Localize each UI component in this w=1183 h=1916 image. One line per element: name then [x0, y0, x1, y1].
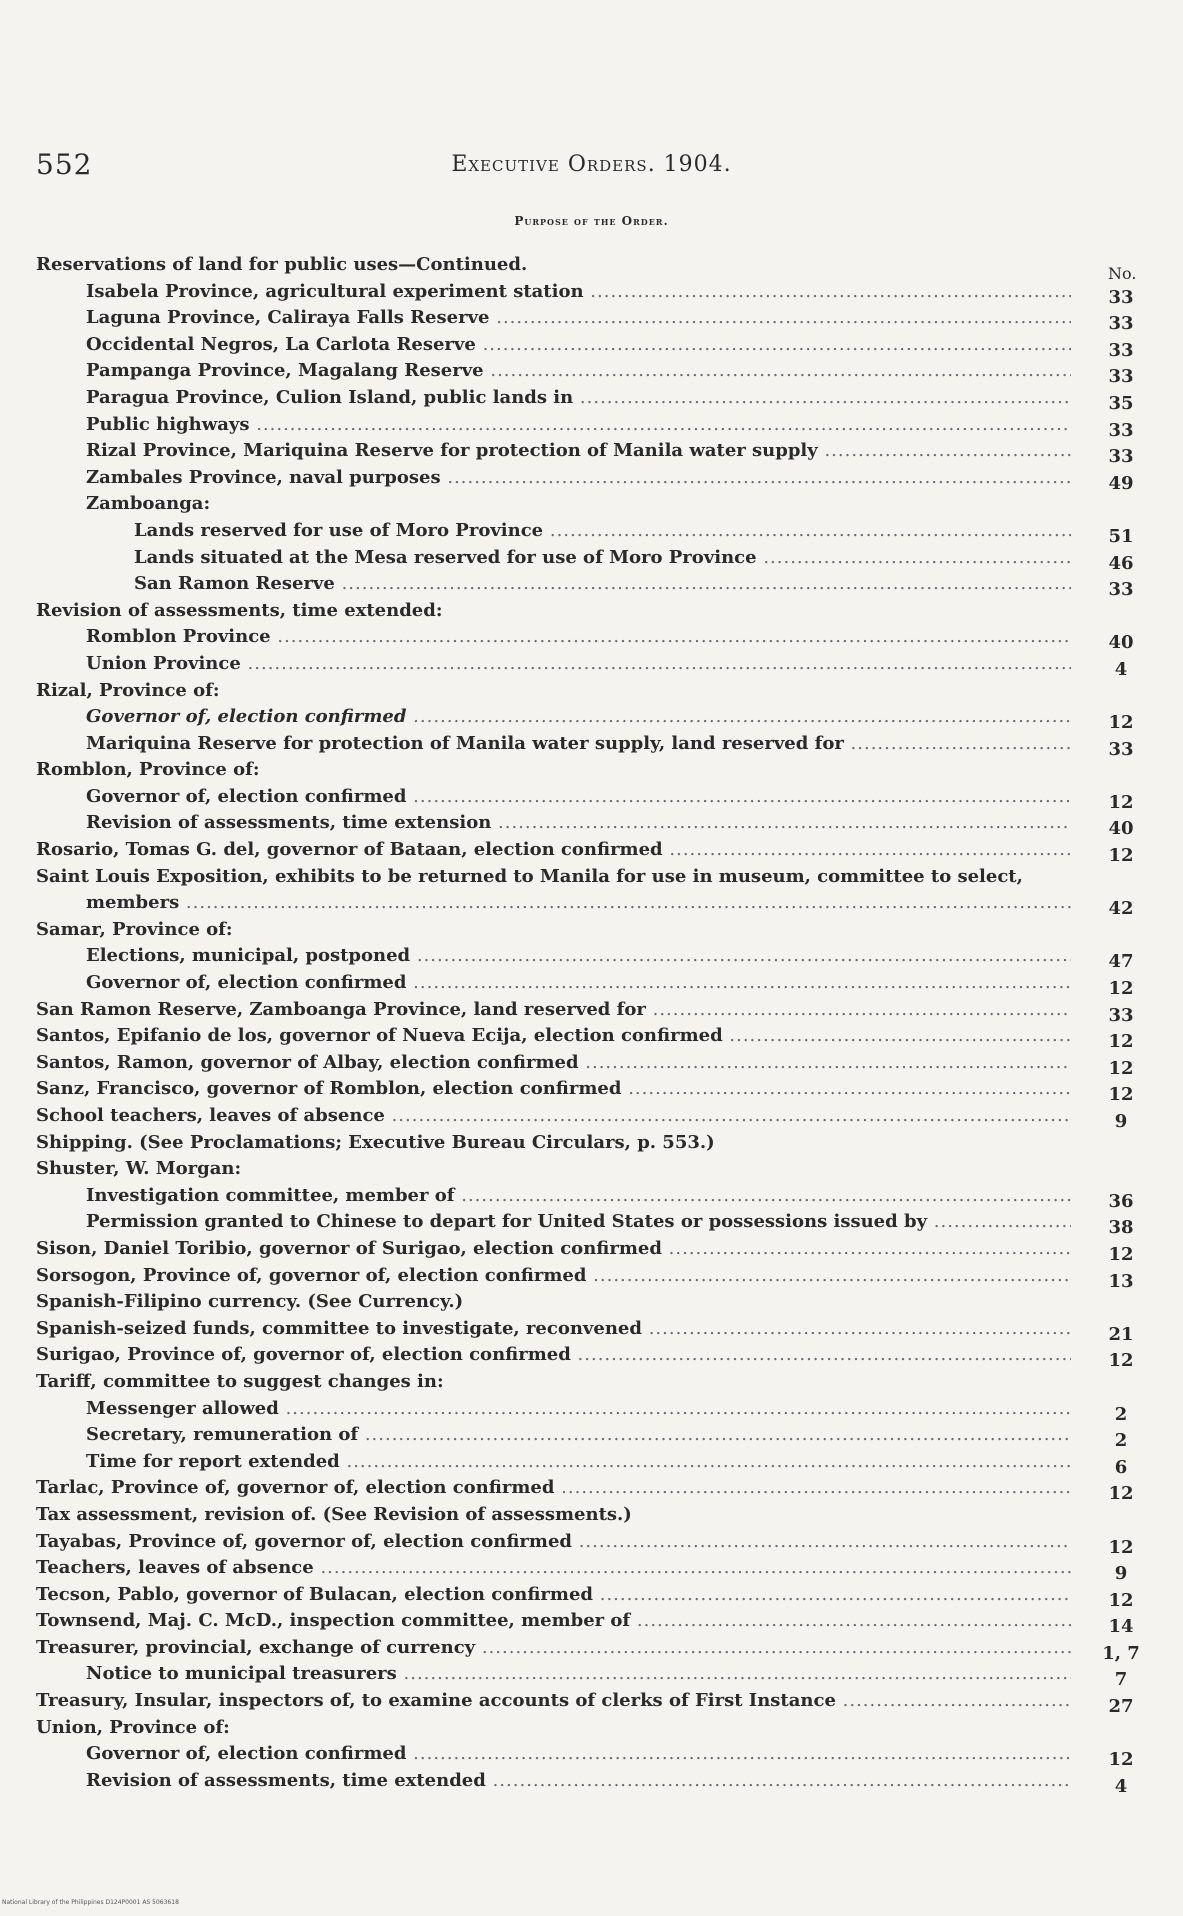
entry-text: Zamboanga:	[86, 493, 211, 515]
index-entry	[36, 1475, 1151, 1505]
entry-order-number: 12	[1108, 712, 1134, 734]
index-entry	[36, 1396, 1151, 1423]
entry-text: Reservations of land for public uses—Continued.	[36, 254, 528, 275]
index-entry	[36, 1529, 1151, 1556]
index-entry	[36, 1130, 1151, 1157]
entry-text: Rosario, Tomas G. del, governor of Bataan, election confirmed .....	[36, 837, 1071, 864]
index-entry	[36, 518, 1151, 545]
entry-text: Surigao, Province of, governor of, election confirmed .....	[36, 1342, 1071, 1369]
entry-text: Treasury, Insular, inspectors of, to examine accounts of clerks of First Instance .....	[36, 1688, 1071, 1715]
index-entry	[36, 1316, 1151, 1343]
entry-text: Permission granted to Chinese to depart for United States or possessions issued by .....	[86, 1209, 1071, 1236]
entry-text: Treasurer, provincial, exchange of currency .....	[36, 1635, 1071, 1662]
index-entry	[36, 305, 1151, 335]
entry-text: Governor of, election confirmed .....	[86, 970, 1071, 997]
entry-text: Santos, Ramon, governor of Albay, election confirmed .....	[36, 1050, 1071, 1077]
running-head: Executive Orders. 1904.	[451, 152, 732, 177]
index-entry	[36, 1183, 1151, 1210]
index-entry	[36, 1103, 1151, 1130]
entry-order-number: 2	[1114, 1403, 1128, 1425]
entry-text: Tariff, committee to suggest changes in:	[36, 1370, 444, 1392]
entry-text: Zambales Province, naval purposes .....	[86, 465, 1071, 492]
entry-order-number: 36	[1108, 1190, 1134, 1212]
index-entry	[36, 491, 1151, 518]
entry-text: Tarlac, Province of, governor of, election confirmed .....	[36, 1475, 1071, 1502]
entry-order-number: 12	[1108, 791, 1134, 813]
entry-order-number: 9	[1114, 1563, 1128, 1585]
index-entry	[36, 1661, 1151, 1691]
index-entry	[36, 997, 1151, 1024]
entry-order-number: 35	[1108, 392, 1134, 414]
index-entry	[36, 917, 1151, 944]
index-entry	[36, 1449, 1151, 1476]
index-entry	[36, 1741, 1151, 1771]
entry-text: Messenger allowed .....	[86, 1396, 1071, 1423]
entry-text: Lands situated at the Mesa reserved for use of Moro Province .....	[134, 545, 1071, 572]
entry-order-number: 9	[1114, 1111, 1128, 1132]
entry-text: Spanish-seized funds, committee to investigate, reconvened .....	[36, 1316, 1071, 1343]
entry-order-number: 1, 7	[1102, 1642, 1140, 1664]
entry-text: Union Province .....	[86, 651, 1071, 678]
entry-order-number: 12	[1108, 1483, 1134, 1505]
index-entry	[36, 1156, 1151, 1183]
index-entry	[36, 624, 1151, 654]
index-entry	[36, 1236, 1151, 1263]
index-entry	[36, 757, 1151, 784]
entry-text: Samar, Province of:	[36, 918, 233, 940]
entry-order-number: 12	[1108, 1350, 1134, 1372]
entry-text: Revision of assessments, time extended .....	[86, 1768, 1071, 1795]
entry-order-number: 12	[1108, 1057, 1134, 1079]
entry-text: members .....	[86, 890, 1071, 917]
index-entry	[36, 651, 1151, 678]
entry-text: Sison, Daniel Toribio, governor of Surigao, election confirmed .....	[36, 1236, 1071, 1263]
index-entry	[36, 704, 1151, 734]
entry-order-number: 42	[1108, 898, 1134, 920]
index-entry	[36, 731, 1151, 758]
purpose-heading: Purpose of the Order.	[514, 214, 669, 228]
index-entry	[36, 1768, 1151, 1795]
index-entry	[36, 279, 1151, 306]
entry-text: Governor of, election confirmed .....	[86, 784, 1071, 811]
entry-order-number: 33	[1108, 286, 1134, 308]
entry-text: Occidental Negros, La Carlota Reserve .....	[86, 332, 1071, 359]
index-entry	[36, 1555, 1151, 1585]
entry-text: San Ramon Reserve, Zamboanga Province, land reserved for .....	[36, 997, 1071, 1024]
index-entry	[36, 1608, 1151, 1638]
entry-text: Teachers, leaves of absence .....	[36, 1555, 1071, 1582]
library-footer: National Library of the Philippines D124P0001 AS 5063618	[2, 1899, 179, 1906]
index-entry	[36, 1050, 1151, 1077]
entry-order-number: 49	[1108, 472, 1134, 494]
index-entry	[36, 1023, 1151, 1053]
index-entry	[36, 970, 1151, 1000]
entry-order-number: 12	[1108, 1084, 1134, 1106]
index-entry	[36, 1342, 1151, 1372]
entry-order-number: 33	[1108, 419, 1134, 441]
index-list	[36, 252, 1151, 1797]
entry-text: Paragua Province, Culion Island, public lands in .....	[86, 385, 1071, 412]
entry-text: Tayabas, Province of, governor of, election confirmed .....	[36, 1529, 1071, 1556]
index-entry	[36, 332, 1151, 359]
entry-text: Union, Province of:	[36, 1716, 230, 1738]
index-entry	[36, 784, 1151, 811]
index-entry	[36, 571, 1151, 601]
index-entry	[36, 1369, 1151, 1396]
entry-order-number: 4	[1114, 658, 1128, 680]
index-entry	[36, 943, 1151, 973]
entry-text: Isabela Province, agricultural experiment station .....	[86, 279, 1071, 306]
entry-text: Public highways .....	[86, 412, 1071, 439]
entry-order-number: 12	[1108, 845, 1134, 867]
entry-text: Revision of assessments, time extension .....	[86, 810, 1071, 837]
entry-text: Romblon, Province of:	[36, 759, 260, 781]
index-entry	[36, 810, 1151, 840]
entry-order-number: 46	[1108, 552, 1134, 574]
entry-text: Saint Louis Exposition, exhibits to be returned to Manila for use in museum, committee to select,	[36, 865, 1023, 887]
entry-text: Rizal Province, Mariquina Reserve for protection of Manila water supply .....	[86, 438, 1071, 465]
index-entry	[36, 1688, 1151, 1718]
index-entry	[36, 252, 1151, 279]
entry-text: San Ramon Reserve .....	[134, 571, 1071, 598]
entry-order-number: 33	[1108, 579, 1134, 601]
entry-order-number: 2	[1114, 1430, 1128, 1452]
entry-text: Investigation committee, member of .....	[86, 1183, 1071, 1210]
entry-text: Notice to municipal treasurers .....	[86, 1661, 1071, 1688]
entry-text: Elections, municipal, postponed .....	[86, 943, 1071, 970]
entry-text: Lands reserved for use of Moro Province .....	[134, 518, 1071, 545]
index-entry	[36, 1289, 1151, 1316]
index-entry	[36, 412, 1151, 439]
entry-text: Governor of, election confirmed .....	[86, 704, 1071, 731]
entry-text: Revision of assessments, time extended:	[36, 599, 443, 621]
index-entry	[36, 837, 1151, 867]
entry-text: Secretary, remuneration of .....	[86, 1422, 1071, 1449]
entry-order-number: 12	[1108, 1589, 1134, 1611]
entry-order-number: 33	[1108, 738, 1134, 760]
entry-text: Shipping. (See Proclamations; Executive Bureau Circulars, p. 553.)	[36, 1131, 715, 1153]
entry-order-number: 38	[1108, 1217, 1134, 1239]
entry-text: Tax assessment, revision of. (See Revision of assessments.)	[36, 1503, 632, 1525]
entry-order-number: 40	[1108, 818, 1134, 840]
index-entry	[36, 1076, 1151, 1106]
entry-text: Sorsogon, Province of, governor of, election confirmed .....	[36, 1263, 1071, 1290]
index-entry	[36, 385, 1151, 412]
entry-text: Romblon Province .....	[86, 624, 1071, 651]
entry-order-number: 51	[1108, 525, 1134, 547]
entry-order-number: 33	[1108, 1004, 1134, 1026]
index-entry	[36, 465, 1151, 492]
index-entry	[36, 864, 1151, 891]
index-entry	[36, 1582, 1151, 1609]
entry-text: Rizal, Province of:	[36, 679, 220, 701]
entry-text: Spanish-Filipino currency. (See Currency.)	[36, 1291, 464, 1313]
entry-text: School teachers, leaves of absence .....	[36, 1103, 1071, 1130]
index-entry	[36, 598, 1151, 625]
index-entry	[36, 890, 1151, 920]
entry-order-number: 47	[1108, 951, 1134, 973]
index-entry	[36, 1502, 1151, 1529]
column-heading-no: No.	[1108, 264, 1137, 283]
entry-order-number: 33	[1108, 366, 1134, 388]
entry-order-number: 12	[1108, 1243, 1134, 1265]
entry-text: Tecson, Pablo, governor of Bulacan, election confirmed .....	[36, 1582, 1071, 1609]
entry-order-number: 33	[1108, 313, 1134, 335]
entry-text: Pampanga Province, Magalang Reserve .....	[86, 358, 1071, 385]
entry-order-number: 21	[1108, 1323, 1134, 1345]
entry-text: Laguna Province, Caliraya Falls Reserve .....	[86, 305, 1071, 332]
entry-text: Time for report extended .....	[86, 1449, 1071, 1476]
entry-text: Sanz, Francisco, governor of Romblon, election confirmed .....	[36, 1076, 1071, 1103]
entry-text: Townsend, Maj. C. McD., inspection committee, member of .....	[36, 1608, 1071, 1635]
index-entry	[36, 438, 1151, 468]
entry-order-number: 27	[1108, 1696, 1134, 1718]
entry-order-number: 12	[1108, 1031, 1134, 1053]
index-entry	[36, 358, 1151, 388]
index-entry	[36, 1715, 1151, 1742]
index-entry	[36, 678, 1151, 705]
entry-text: Mariquina Reserve for protection of Manila water supply, land reserved for .....	[86, 731, 1071, 758]
index-entry	[36, 545, 1151, 572]
entry-text: Santos, Epifanio de los, governor of Nueva Ecija, election confirmed .....	[36, 1023, 1071, 1050]
index-entry	[36, 1422, 1151, 1452]
entry-order-number: 14	[1108, 1616, 1134, 1638]
entry-order-number: 33	[1108, 339, 1134, 361]
entry-order-number: 4	[1114, 1775, 1128, 1797]
index-entry	[36, 1209, 1151, 1239]
index-entry	[36, 1263, 1151, 1290]
entry-order-number: 6	[1114, 1456, 1128, 1478]
entry-order-number: 13	[1108, 1270, 1134, 1292]
entry-order-number: 12	[1108, 1749, 1134, 1771]
entry-order-number: 12	[1108, 978, 1134, 1000]
entry-order-number: 7	[1114, 1669, 1128, 1691]
entry-text: Governor of, election confirmed .....	[86, 1741, 1071, 1768]
entry-text: Shuster, W. Morgan:	[36, 1158, 242, 1180]
page-number: 552	[36, 148, 93, 181]
entry-order-number: 12	[1108, 1536, 1134, 1558]
entry-order-number: 33	[1108, 446, 1134, 468]
index-entry	[36, 1635, 1151, 1662]
entry-order-number: 40	[1108, 632, 1134, 654]
